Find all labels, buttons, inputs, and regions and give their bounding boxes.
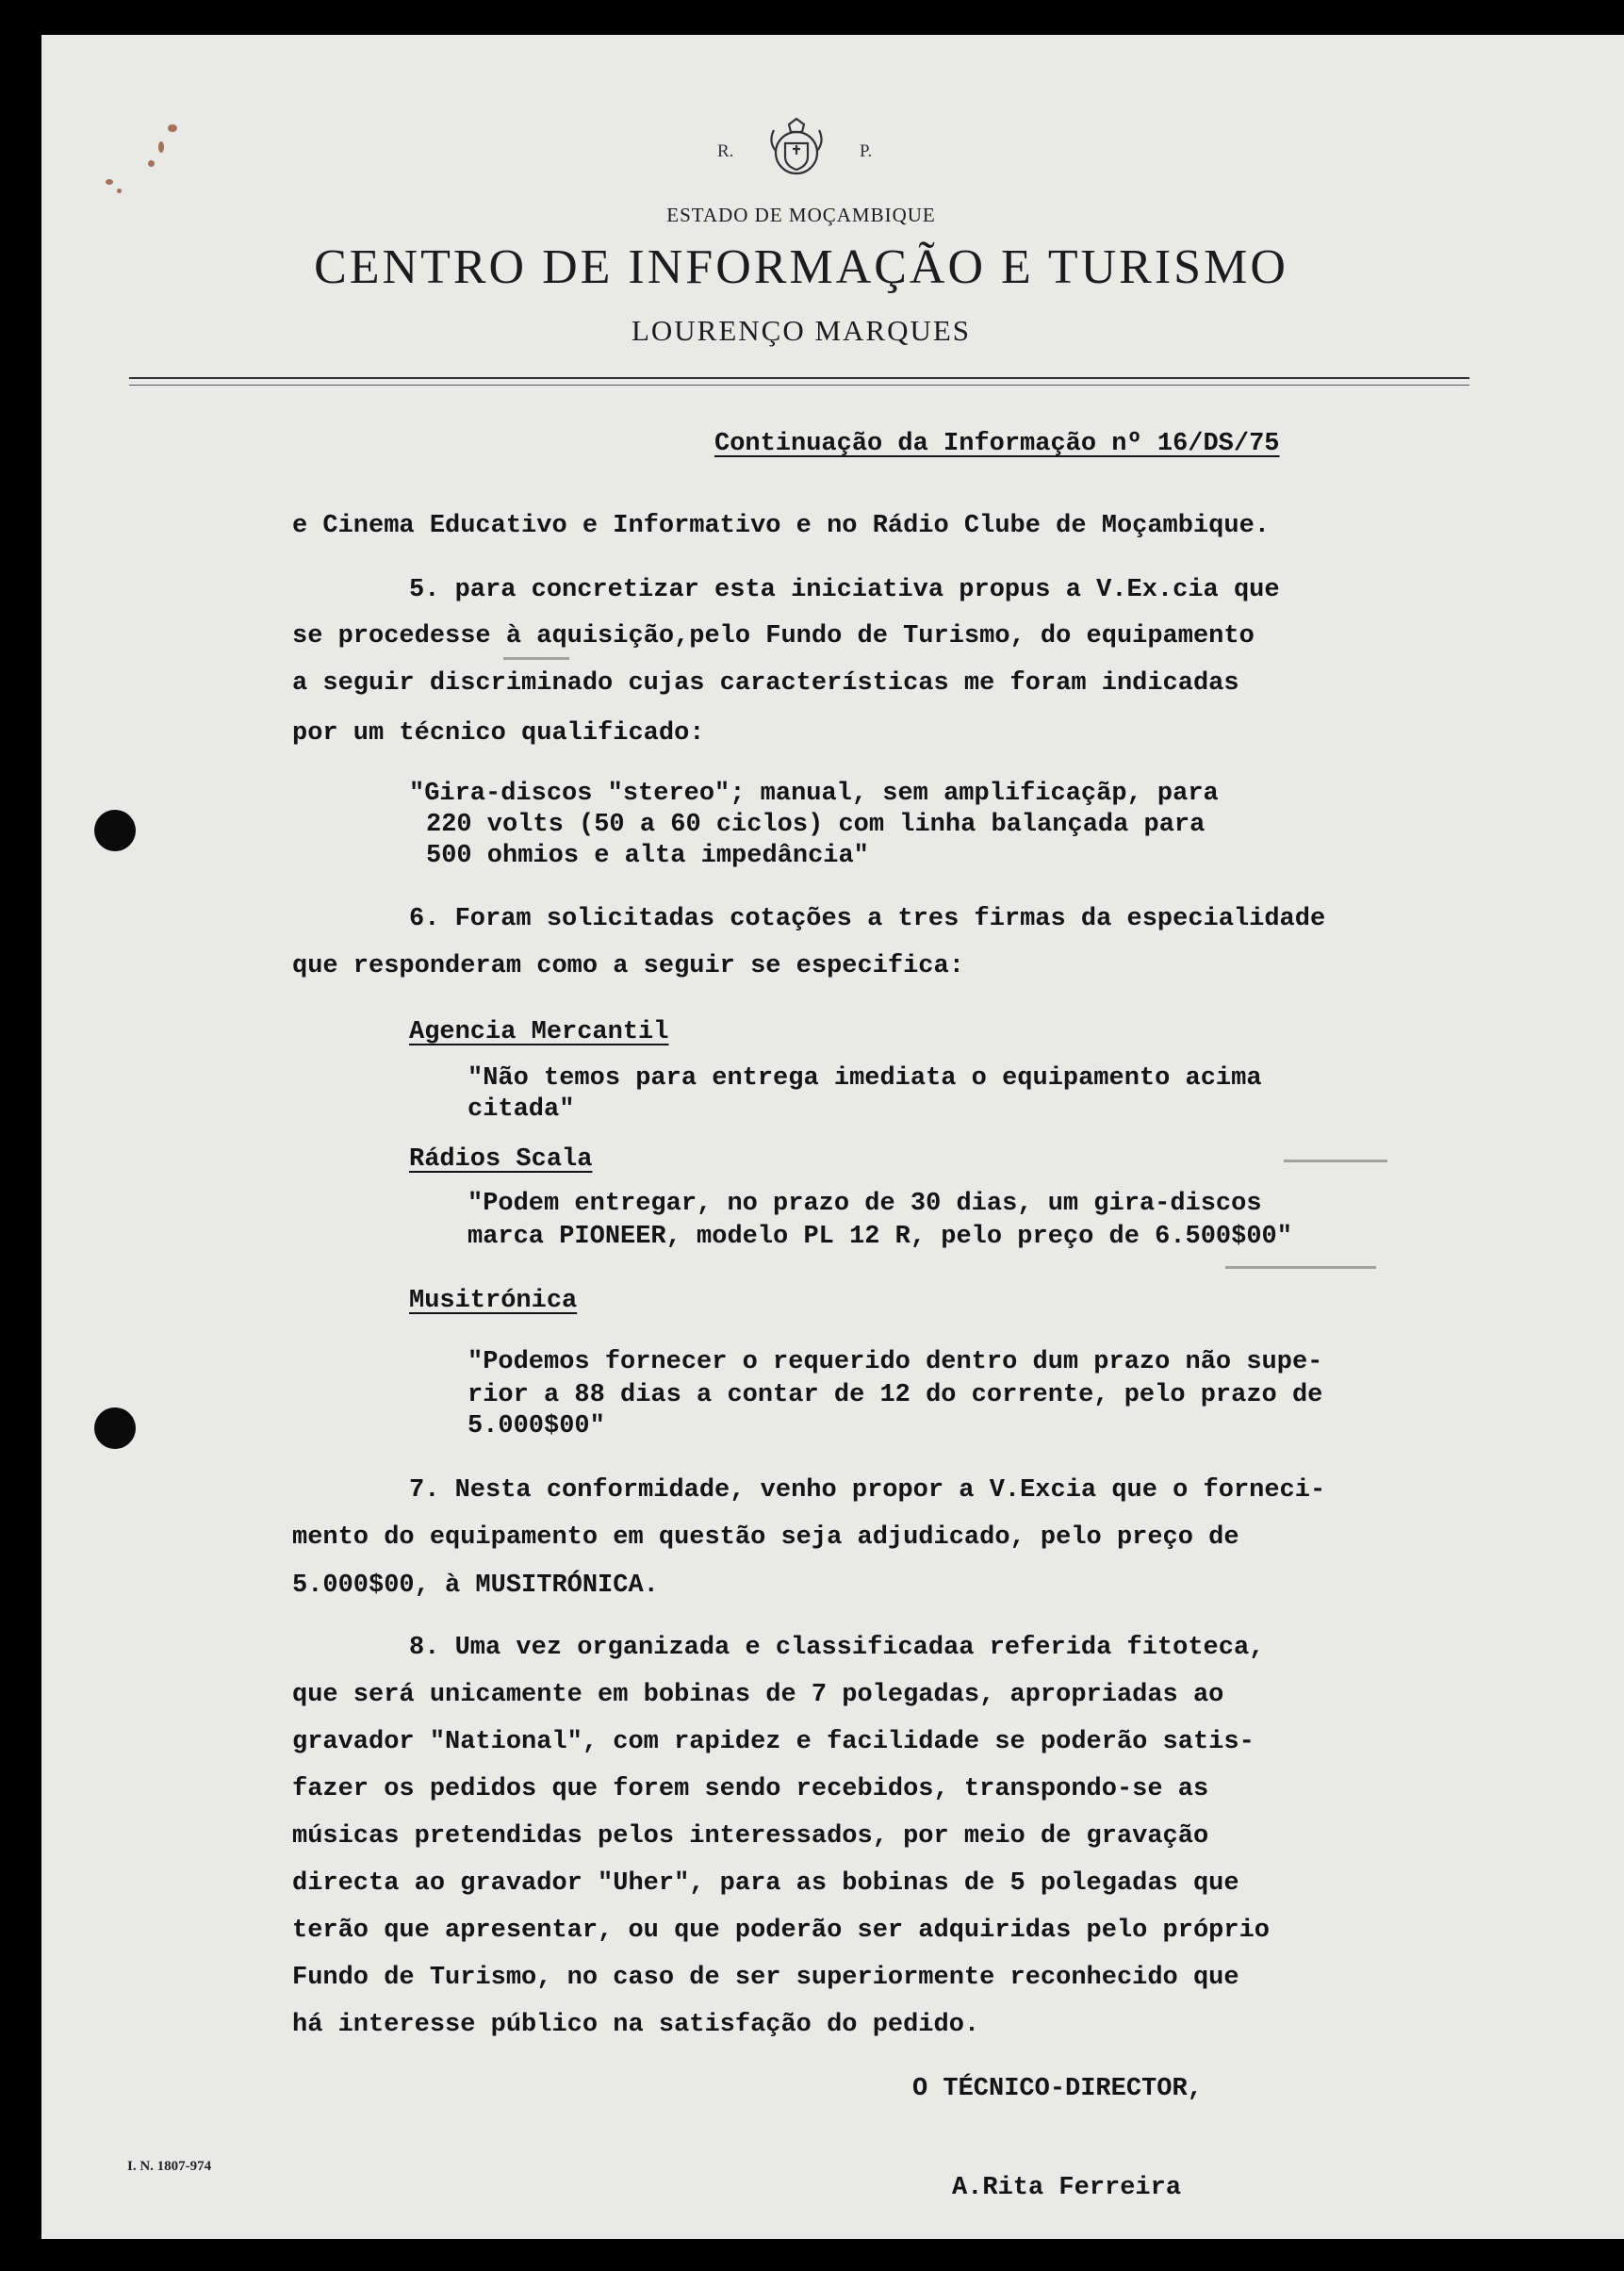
city-name: LOURENÇO MARQUES [631, 314, 972, 347]
quote-line: 220 volts (50 a 60 ciclos) com linha balançada para [426, 811, 1206, 839]
signatory-title: O TÉCNICO-DIRECTOR, [912, 2075, 1203, 2103]
document-page [41, 35, 1624, 2239]
ink-smudge [503, 657, 569, 660]
header-rule [129, 377, 1469, 379]
quote-line: marca PIONEER, modelo PL 12 R, pelo preço de 6.500$00" [468, 1223, 1292, 1251]
body-line: Fundo de Turismo, no caso de ser superiormente reconhecido que [292, 1964, 1239, 1992]
header-rule-thin [129, 385, 1469, 386]
signatory-name: A.Rita Ferreira [952, 2174, 1182, 2202]
rp-left-initial: R. [717, 141, 734, 161]
body-line: directa ao gravador "Uher", para as bobinas de 5 polegadas que [292, 1869, 1239, 1898]
body-line: que será unicamente em bobinas de 7 polegadas, apropriadas ao [292, 1681, 1224, 1709]
body-line: fazer os pedidos que forem sendo recebidos, transpondo-se as [292, 1775, 1209, 1803]
body-line: que responderam como a seguir se especifica: [292, 952, 964, 980]
firm-name-radios-scala: Rádios Scala [409, 1145, 593, 1174]
body-line: 5.000$00, à MUSITRÓNICA. [292, 1572, 659, 1600]
quote-line: "Podem entregar, no prazo de 30 dias, um gira-discos [468, 1190, 1262, 1218]
body-line: terão que apresentar, ou que poderão ser adquiridas pelo próprio [292, 1917, 1270, 1945]
ink-smudge [1284, 1160, 1387, 1162]
body-line: há interesse público na satisfação do pedido. [292, 2011, 980, 2039]
body-line: 6. Foram solicitadas cotações a tres firmas da especialidade [409, 905, 1326, 933]
quote-line: rior a 88 dias a contar de 12 do corrente, pelo prazo de [468, 1381, 1323, 1409]
firm-name-musitronica: Musitrónica [409, 1287, 578, 1315]
state-name: ESTADO DE MOÇAMBIQUE [666, 204, 936, 226]
institution-name: CENTRO DE INFORMAÇÃO E TURISMO [314, 240, 1288, 294]
coat-of-arms-icon [761, 115, 832, 187]
quote-line: "Gira-discos "stereo"; manual, sem amplificaçãp, para [409, 780, 1219, 808]
body-line: 7. Nesta conformidade, venho propor a V.Excia que o forneci- [409, 1476, 1326, 1505]
quote-line: 500 ohmios e alta impedância" [426, 842, 869, 870]
body-line: por um técnico qualificado: [292, 719, 705, 748]
quote-line: citada" [468, 1095, 575, 1124]
quote-line: "Não temos para entrega imediata o equipamento acima [468, 1064, 1262, 1093]
rp-right-initial: P. [860, 141, 873, 161]
body-line: e Cinema Educativo e Informativo e no Rádio Clube de Moçambique. [292, 512, 1270, 540]
body-line: se procedesse à aquisição,pelo Fundo de Turismo, do equipamento [292, 622, 1255, 650]
firm-name-agencia-mercantil: Agencia Mercantil [409, 1018, 669, 1046]
body-line: 8. Uma vez organizada e classificadaa referida fitoteca, [409, 1634, 1265, 1662]
body-line: a seguir discriminado cujas características me foram indicadas [292, 669, 1239, 698]
quote-line: 5.000$00" [468, 1412, 605, 1440]
quote-line: "Podemos fornecer o requerido dentro dum prazo não supe- [468, 1348, 1323, 1376]
punch-hole-lower [94, 1407, 136, 1449]
body-line: músicas pretendidas pelos interessados, por meio de gravação [292, 1822, 1209, 1851]
body-line: gravador "National", com rapidez e facilidade se poderão satis- [292, 1728, 1255, 1756]
body-line: 5. para concretizar esta iniciativa propus a V.Ex.cia que [409, 576, 1280, 604]
print-code: I. N. 1807-974 [127, 2159, 212, 2174]
body-line: mento do equipamento em questão seja adjudicado, pelo preço de [292, 1523, 1239, 1552]
reference-heading: Continuação da Informação nº 16/DS/75 [714, 430, 1280, 458]
punch-hole-upper [94, 810, 136, 851]
ink-smudge [1225, 1266, 1376, 1269]
